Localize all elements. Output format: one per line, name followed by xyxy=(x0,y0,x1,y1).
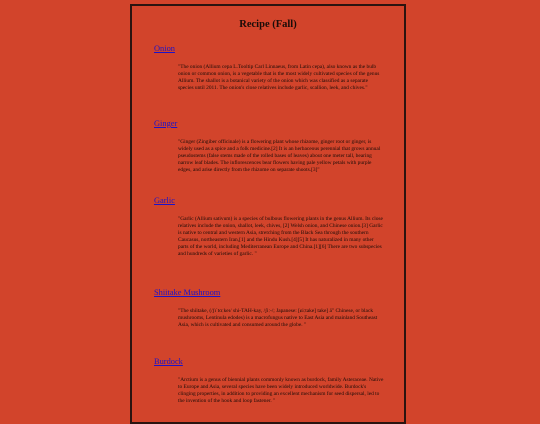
page-title: Recipe (Fall) xyxy=(239,19,297,30)
garlic-link[interactable]: Garlic xyxy=(154,196,175,205)
recipe-card xyxy=(130,4,406,424)
entry-burdock xyxy=(154,357,394,405)
shiitake-mushroom-link[interactable]: Shiitake Mushroom xyxy=(154,288,221,297)
burdock-link[interactable]: Burdock xyxy=(154,357,183,366)
onion-description: "The onion (Allium cepa L.Tooltip Carl Linnaeus, from Latin cepa), also known as the bulb onion or common onion, is a vegetable that is the most widely cultivated species of the genus Allium. The shallot is a botanical variety of the onion which was classified as a separate species until 2011. The onion's close relatives include garlic, scallion, leek, and chives." xyxy=(178,64,380,92)
entry-shiitake-mushroom xyxy=(154,288,394,329)
ginger-link[interactable]: Ginger xyxy=(154,119,178,128)
shiitake-mushroom-description: "The shiitake, (/ʃɪˈtɑːkeɪ/ shi-TAH-kay, /ʃiː-/; Japanese: [ɕiːtake] take] ä" Chinese, or black mushrooms, Lentinula edodes) is a macrofungus native to East Asia and mainland Southeast Asia, which is cultivated and consumed around the globe. " xyxy=(178,308,378,329)
onion-link[interactable]: Onion xyxy=(154,44,175,53)
entry-garlic xyxy=(154,196,394,259)
entry-ginger xyxy=(154,119,394,174)
entry-onion xyxy=(154,44,394,92)
burdock-description: "Arctium is a genus of biennial plants commonly known as burdock, family Asteraceae. Native to Europe and Asia, several species have been widely introduced worldwide. Burdock's clinging properties, in addition to providing an excellent mechanism for seed dispersal, led to the invention of the hook and loop fastener. " xyxy=(178,377,384,405)
ginger-description: "Ginger (Zingiber officinale) is a flowering plant whose rhizome, ginger root or ginger, is widely used as a spice and a folk medicine.[2] It is an herbaceous perennial that grows annual pseudostems (false stems made of the rolled bases of leaves) about one meter tall, bearing narrow leaf blades. The inflorescences bear flowers having pale yellow petals with purple edges, and arise directly from the rhizome on separate shoots.[3]" xyxy=(178,139,381,174)
garlic-description: "Garlic (Allium sativum) is a species of bulbous flowering plants in the genus Allium. Its close relatives include the onion, shallot, leek, chives, [2] Welsh onion, and Chinese onion.[3] Garlic is native to central and western Asia, stretching from the Black Sea through the southern Caucasus, northeastern Iran,[1] and the Hindu Kush.[4][5] It has naturalized in many other parts of the world, including Mediterranean Europe and China.[1][6] There are two subspecies and hundreds of varieties of garlic. " xyxy=(178,216,383,258)
